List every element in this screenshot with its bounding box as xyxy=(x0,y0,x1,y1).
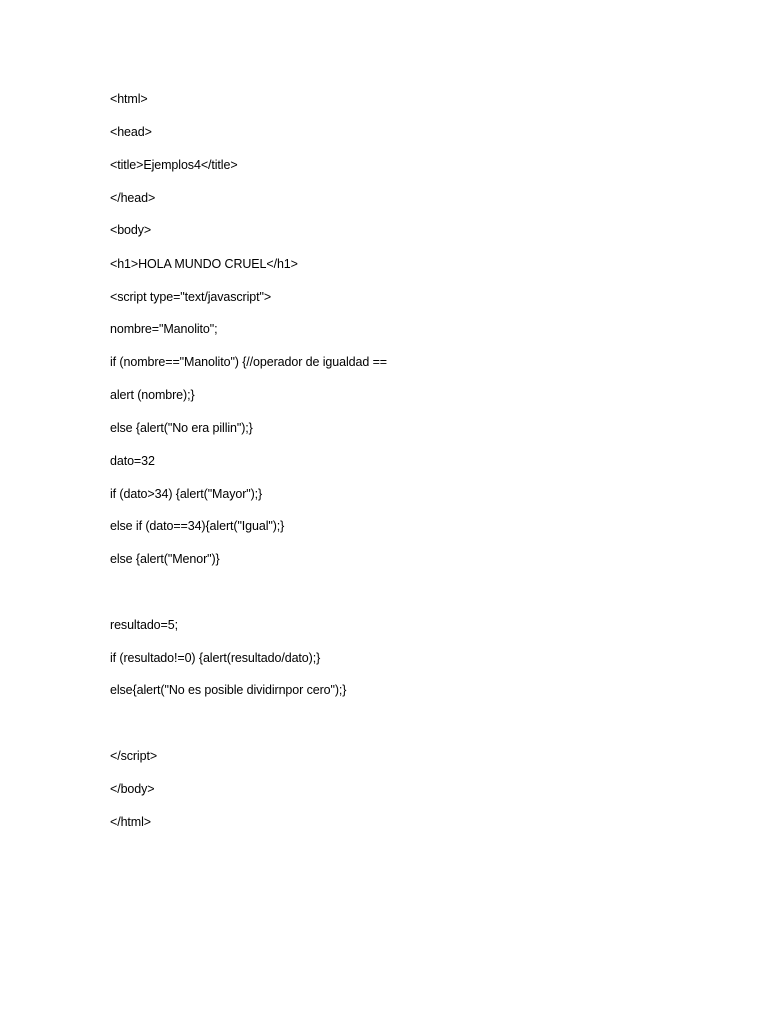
code-line: <body> xyxy=(110,223,152,237)
code-line: else if (dato==34){alert("Igual");} xyxy=(110,519,285,533)
code-line: <h1>HOLA MUNDO CRUEL</h1> xyxy=(110,257,298,271)
code-line: if (dato>34) {alert("Mayor");} xyxy=(110,487,263,501)
code-line: <script type="text/javascript"> xyxy=(110,290,272,304)
code-line: </script> xyxy=(110,749,158,763)
code-line: alert (nombre);} xyxy=(110,388,195,402)
code-line: else{alert("No es posible dividirnpor cero");} xyxy=(110,683,347,697)
code-line: <head> xyxy=(110,125,152,139)
code-line: else {alert("No era pillin");} xyxy=(110,421,253,435)
code-line: </html> xyxy=(110,815,151,829)
code-line: </body> xyxy=(110,782,155,796)
code-line: resultado=5; xyxy=(110,618,178,632)
code-line: dato=32 xyxy=(110,454,155,468)
code-line: <html> xyxy=(110,92,148,106)
code-line: else {alert("Menor")} xyxy=(110,552,220,566)
code-line: if (resultado!=0) {alert(resultado/dato);} xyxy=(110,651,321,665)
code-line: <title>Ejemplos4</title> xyxy=(110,158,238,172)
code-line: </head> xyxy=(110,191,156,205)
code-line: if (nombre=="Manolito") {//operador de igualdad == xyxy=(110,355,387,369)
code-line: nombre="Manolito"; xyxy=(110,322,218,336)
